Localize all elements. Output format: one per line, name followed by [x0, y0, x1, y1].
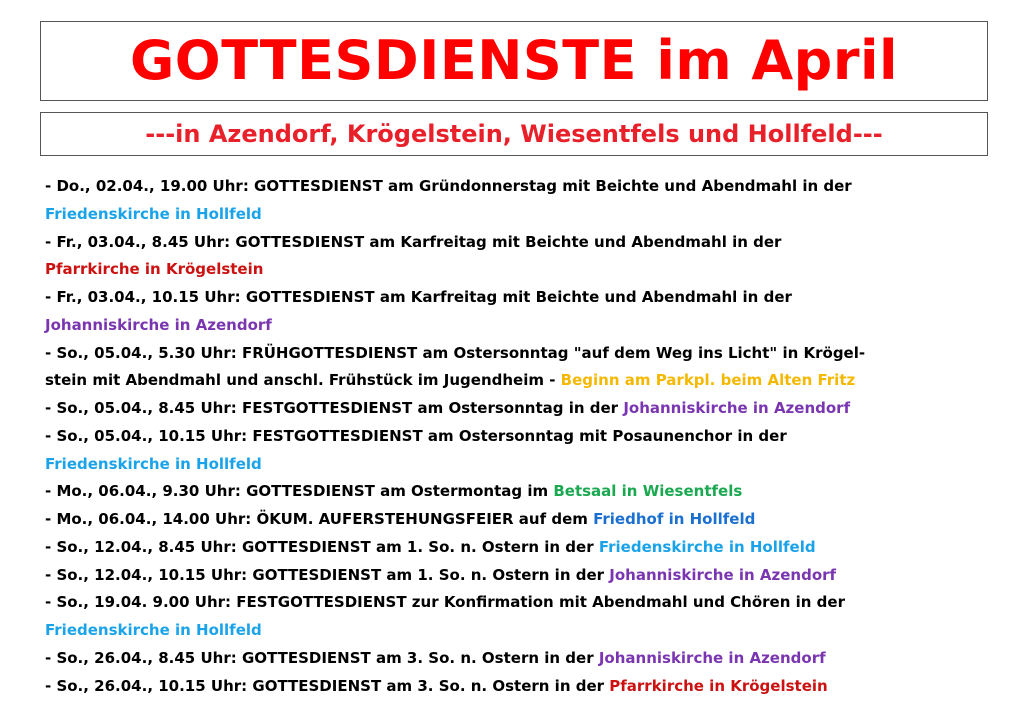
service-text: - Mo., 06.04., 9.30 Uhr: GOTTESDIENST am Ostermontag im — [45, 482, 554, 501]
location-text: Friedhof in Hollfeld — [593, 510, 756, 528]
location-text: Beginn am Parkpl. beim Alten Fritz — [560, 371, 856, 390]
location-text: Johanniskirche in Azendorf — [598, 648, 826, 667]
list-item — [45, 256, 1020, 284]
list-item — [45, 312, 1020, 340]
list-item — [45, 673, 1020, 701]
page-subtitle: ---in Azendorf, Krögelstein, Wiesentfels und Hollfeld--- — [145, 120, 883, 148]
list-item — [45, 367, 1020, 395]
list-item — [45, 451, 1020, 479]
location-text: Friedenskirche in Hollfeld — [598, 537, 816, 556]
page-title: GOTTESDIENSTE im April — [129, 29, 898, 92]
service-text: - So., 26.04., 8.45 Uhr: GOTTESDIENST am 3. So. n. Ostern in der — [45, 648, 599, 667]
subtitle-box — [40, 112, 988, 156]
service-text: - Mo., 06.04., 14.00 Uhr: ÖKUM. AUFERSTEHUNGSFEIER auf dem — [45, 510, 594, 528]
list-item — [45, 506, 1020, 534]
location-text: Pfarrkirche in Krögelstein — [45, 260, 264, 279]
service-text: - So., 12.04., 8.45 Uhr: GOTTESDIENST am 1. So. n. Ostern in der — [45, 537, 599, 556]
list-item — [45, 589, 1020, 617]
list-item — [45, 617, 1020, 645]
list-item — [45, 201, 1020, 229]
service-text: - So., 05.04., 8.45 Uhr: FESTGOTTESDIENST am Ostersonntag in der — [45, 399, 624, 417]
list-item — [45, 395, 1020, 423]
service-text: - Do., 02.04., 19.00 Uhr: GOTTESDIENST am Gründonnerstag mit Beichte und Abendmahl in der — [45, 177, 852, 195]
service-text: - Fr., 03.04., 10.15 Uhr: GOTTESDIENST am Karfreitag mit Beichte und Abendmahl in der — [45, 288, 792, 306]
list-item — [45, 229, 1020, 257]
service-text: - So., 05.04., 10.15 Uhr: FESTGOTTESDIENST am Ostersonntag mit Posaunenchor in der — [45, 426, 787, 445]
service-text: - So., 19.04. 9.00 Uhr: FESTGOTTESDIENST zur Konfirmation mit Abendmahl und Chören in der — [45, 593, 845, 612]
location-text: Johanniskirche in Azendorf — [45, 315, 272, 334]
list-item — [45, 423, 1020, 451]
list-item — [45, 173, 1020, 201]
location-text: Friedenskirche in Hollfeld — [45, 204, 262, 223]
service-text: - So., 26.04., 10.15 Uhr: GOTTESDIENST am 3. So. n. Ostern in der — [45, 676, 610, 695]
title-box — [40, 21, 988, 101]
list-item — [45, 645, 1020, 673]
location-text: Pfarrkirche in Krögelstein — [609, 676, 828, 695]
location-text: Friedenskirche in Hollfeld — [45, 454, 262, 473]
location-text: Friedenskirche in Hollfeld — [45, 621, 262, 639]
list-item — [45, 534, 1020, 562]
service-text: stein mit Abendmahl und anschl. Frühstück im Jugendheim - — [45, 371, 561, 390]
service-text: - Fr., 03.04., 8.45 Uhr: GOTTESDIENST am Karfreitag mit Beichte und Abendmahl in der — [45, 232, 782, 251]
list-item — [45, 478, 1020, 506]
service-text: - So., 05.04., 5.30 Uhr: FRÜHGOTTESDIENST am Ostersonntag "auf dem Weg ins Licht" in Krögel- — [45, 343, 866, 362]
service-list — [45, 173, 1020, 700]
list-item — [45, 562, 1020, 590]
location-text: Betsaal in Wiesentfels — [553, 482, 743, 501]
list-item — [45, 284, 1020, 312]
service-text: - So., 12.04., 10.15 Uhr: GOTTESDIENST am 1. So. n. Ostern in der — [45, 565, 610, 584]
list-item — [45, 340, 1020, 368]
location-text: Johanniskirche in Azendorf — [623, 399, 851, 417]
location-text: Johanniskirche in Azendorf — [609, 565, 837, 584]
